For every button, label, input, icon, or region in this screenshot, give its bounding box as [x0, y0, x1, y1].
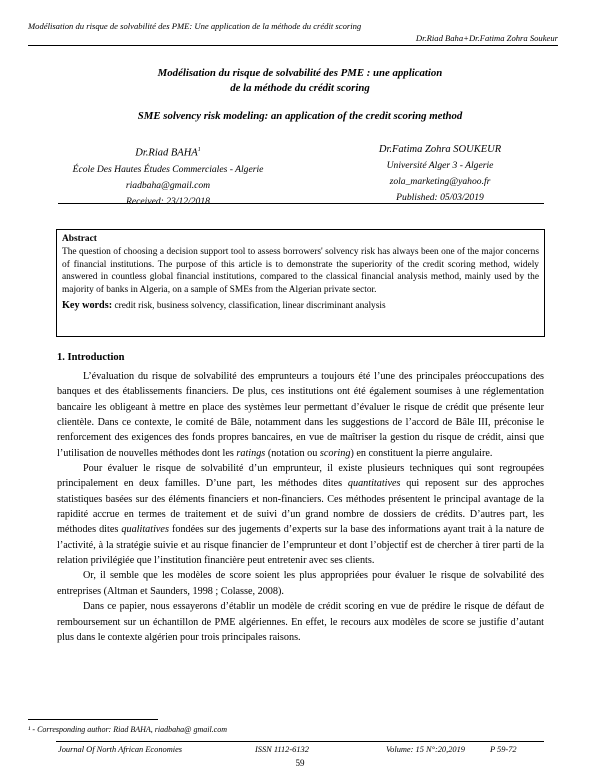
keywords-text: credit risk, business solvency, classification, linear discriminant analysis — [114, 300, 386, 311]
footer-volume: Volume: 15 N°:20,2019 — [386, 745, 465, 754]
abstract-box — [56, 229, 545, 337]
page-number: 59 — [295, 758, 305, 768]
footnote: ¹ - Corresponding author: Riad BAHA, riadbaha@ gmail.com — [28, 725, 228, 734]
paragraph-3: Or, il semble que les modèles de score soient les plus appropriées pour évaluer le risque de solvabilité des entreprises (Altman et Saunders, 1998 ; Colasse, 2008). — [57, 570, 544, 597]
footer-pages: P 59-72 — [490, 745, 517, 754]
paragraph-4: Dans ce papier, nous essayerons d’établir un modèle de crédit scoring en vue de prédire le risque de défaut de remboursement sur un échantillon de PME algériennes. En effet, le recours aux modèles de score se justifie d’autant plus dans le contexte algérien pour trois principales raisons. — [57, 601, 544, 643]
footer-rule — [56, 741, 544, 742]
footer-issn: ISSN 1112-6132 — [255, 745, 309, 754]
footnote-rule — [28, 719, 158, 720]
author-block-2 — [326, 142, 554, 206]
author-email: zola_marketing@yahoo.fr — [389, 176, 491, 187]
abstract-heading: Abstract — [62, 234, 97, 244]
french-title-line-2: de la méthode du crédit scoring — [230, 82, 370, 94]
paragraph-2: Pour évaluer le risque de solvabilité d’un emprunteur, il existe plusieurs techniques qui sont regroupées principalement en deux familles. D’une part, les méthodes dites quantitatives qui reposent sur des approches statistiques basées sur des éléments financiers et non-financiers. Ces méthodes présentent le principal avantage de la rapidité accrue en termes de traitement et de suivi d’un grand nombre de dossiers de crédits. D’autres part, les méthodes dites qualitatives fondées sur des jugements d’experts sur la base des informations ayant trait à la nature de l’activité, à la stratégie suivie et au risque financier de l’emprunteur et dont l’objectif est de chercher à tirer parti de la relation privilégiée que l’institution financière peut entretenir avec ses clients. — [57, 463, 545, 567]
footnote-marker: 1 — [197, 147, 201, 153]
author-affiliation: École Des Hautes Études Commerciales - Algerie — [72, 163, 264, 175]
author-block-1 — [58, 142, 278, 210]
published-date: Published: 05/03/2019 — [396, 192, 484, 203]
received-date: Received: 23/12/2018 — [126, 195, 210, 207]
introduction-body — [57, 369, 544, 645]
keywords — [62, 300, 539, 313]
paragraph-1: L’évaluation du risque de solvabilité des emprunteurs a toujours été l’une des principales préoccupations des banques et des établissements financiers. De plus, ces institutions ont été également soumises à une réglementation bancaire les obligeant à mettre en place des systèmes leur permettant d’évaluer le risque de crédit que présente leur clientèle. Dans ce contexte, le comité de Bâle, notamment dans les suggestions de l’accord de Bâle III, préconise le renforcement des exigences des fonds propres bancaires, en vue de maîtriser la gestion du risque de crédit, ainsi que l’utilisation de nouvelles méthodes dont les ratings (notation ou scoring) en constituent la pierre angulaire. — [57, 371, 544, 459]
header-rule — [28, 45, 558, 46]
author-name: Dr.Fatima Zohra SOUKEUR — [378, 144, 502, 155]
author-affiliation: Université Alger 3 - Algerie — [386, 160, 494, 171]
author-email: riadbaha@gmail.com — [125, 179, 211, 191]
french-title-line-1: Modélisation du risque de solvabilité des PME : une application — [157, 67, 443, 79]
running-authors: Dr.Riad Baha+Dr.Fatima Zohra Soukeur — [415, 33, 558, 43]
footer-journal: Journal Of North African Economies — [58, 745, 183, 754]
section-heading: 1. Introduction — [57, 352, 125, 363]
keywords-label: Key words: — [62, 299, 113, 311]
dates-rule — [58, 203, 544, 204]
author-name: Dr.Riad BAHA — [135, 147, 198, 159]
french-title — [40, 66, 560, 96]
running-title: Modélisation du risque de solvabilité des PME: Une application de la méthode du crédit scoring — [28, 21, 362, 31]
abstract-text: The question of choosing a decision support tool to assess borrowers' solvency risk has always been one of the major concerns of financial institutions. The purpose of this article is to demonstrate the superiority of the credit scoring method, widely answered in countless global financial institutions, compared to the classical financial analysis method, mainly used by the majority of banks in Algeria, on a sample of SMEs from the Algerian private sector. — [62, 246, 539, 296]
english-title: SME solvency risk modeling: an application of the credit scoring method — [137, 110, 463, 122]
